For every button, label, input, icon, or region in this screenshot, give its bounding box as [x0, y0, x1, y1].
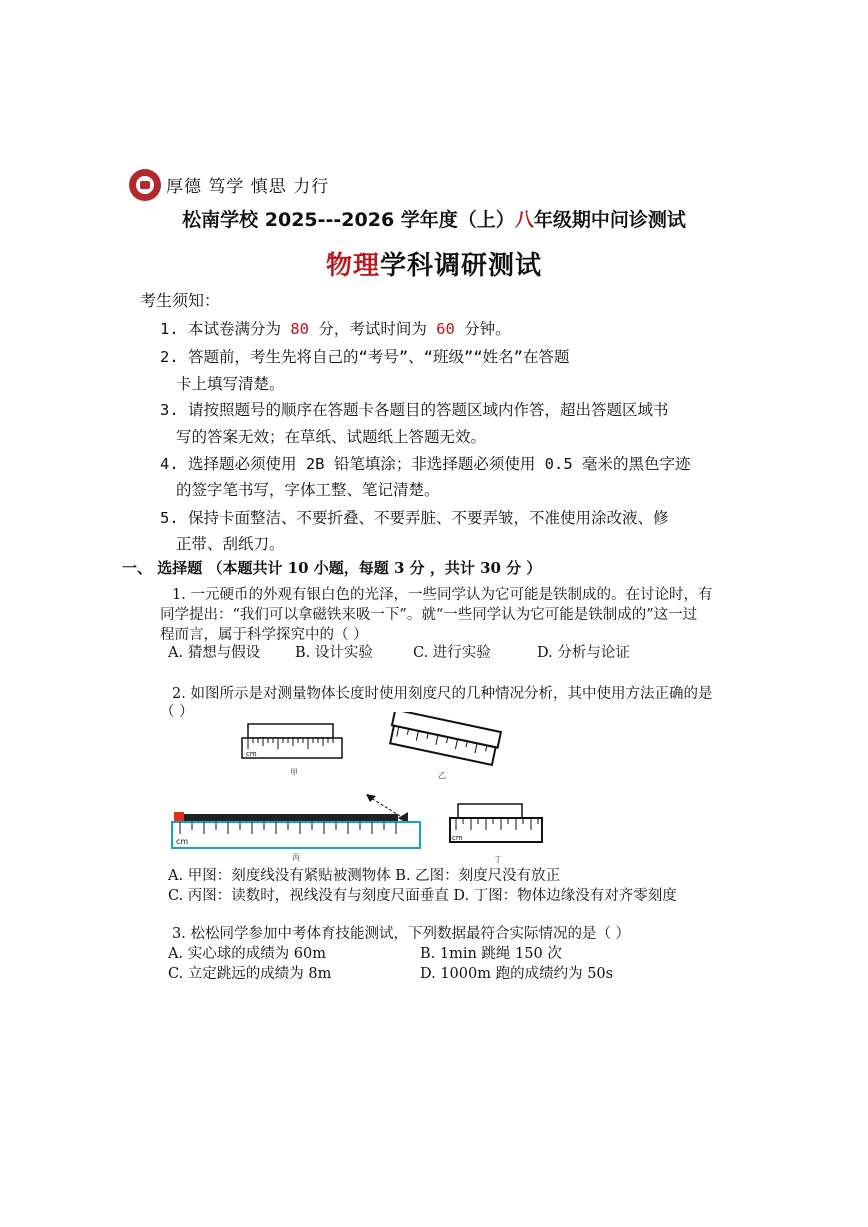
- notice-item-1: [160, 317, 511, 339]
- school-title-part-b: 年级期中问诊测试: [533, 209, 686, 231]
- notice-item-5-line-1: 5. 保持卡面整洁、不要折叠、不要弄脏、不要弄皱，不准使用涂改液、修: [160, 509, 669, 527]
- figure-jia-label: 甲: [290, 768, 298, 777]
- question-2-options-ab: A. 甲图：刻度线没有紧贴被测物体 B. 乙图：刻度尺没有放正: [168, 868, 561, 884]
- question-3-line-1: 3. 松松同学参加中考体育技能测试，下列数据最符合实际情况的是（ ）: [172, 926, 631, 942]
- notice-item-3-line-2: 写的答案无效；在草纸、试题纸上答题无效。: [176, 428, 487, 446]
- notice-item-2-line-1: 2. 答题前，考生先将自己的“考号”、“班级”“姓名”在答题: [160, 348, 570, 366]
- subject-name: 物理: [325, 251, 380, 281]
- figure-bing-label: 丙: [292, 853, 300, 862]
- notice-item-1-text-b: 分，考试时间为: [309, 320, 437, 338]
- question-2-options-cd: C. 丙图：读数时，视线没有与刻度尺面垂直 D. 丁图：物体边缘没有对齐零刻度: [168, 888, 677, 904]
- figure-yi-label: 乙: [438, 771, 446, 780]
- question-1-option-b: B. 设计实验: [295, 645, 373, 661]
- notice-item-1-text-a: 1. 本试卷满分为: [160, 320, 291, 338]
- notice-item-5-line-2: 正带、刮纸刀。: [176, 535, 285, 553]
- question-2-line-2: （ ）: [160, 704, 194, 720]
- school-logo-icon: [129, 169, 161, 201]
- question-1-line-1: 1. 一元硬币的外观有银白色的光泽，一些同学认为它可能是铁制成的。在讨论时，有: [172, 587, 713, 603]
- notice-item-1-text-c: 分钟。: [454, 320, 511, 338]
- figure-ding-ruler-unit: cm: [452, 834, 463, 842]
- figure-yi-ruler: [382, 712, 507, 782]
- figure-ding-ruler: [446, 800, 548, 864]
- exam-duration: 60: [436, 320, 455, 338]
- figure-bing-ruler: [168, 790, 426, 862]
- school-title-part-a: 松南学校 2025---2026 学年度（上）: [182, 209, 515, 231]
- question-1-option-d: D. 分析与论证: [537, 645, 630, 661]
- notice-item-3-line-1: 3. 请按照题号的顺序在答题卡各题目的答题区域内作答，超出答题区域书: [160, 401, 669, 419]
- notice-heading: 考生须知：: [140, 291, 221, 310]
- question-1-line-2: 同学提出：“我们可以拿磁铁来吸一下”。就“一些同学认为它可能是铁制成的”这一过: [160, 607, 698, 623]
- question-1-line-3: 程而言，属于科学探究中的（ ）: [160, 627, 368, 643]
- school-title-grade: 八: [514, 209, 534, 231]
- school-motto: 厚德 笃学 慎思 力行: [166, 177, 330, 197]
- question-1-option-a: A. 猜想与假设: [168, 645, 261, 661]
- subject-title: [0, 245, 868, 282]
- notice-item-4-line-1: 4. 选择题必须使用 2B 铅笔填涂；非选择题必须使用 0.5 毫米的黑色字迹: [160, 455, 691, 473]
- question-3-option-d: D. 1000m 跑的成绩约为 50s: [420, 966, 614, 982]
- figure-bing-ruler-unit: cm: [176, 837, 189, 846]
- question-3-option-b: B. 1min 跳绳 150 次: [420, 946, 562, 962]
- full-score: 80: [290, 320, 309, 338]
- question-3-option-a: A. 实心球的成绩为 60m: [168, 946, 326, 962]
- question-1-option-c: C. 进行实验: [413, 645, 491, 661]
- subject-title-rest: 学科调研测试: [380, 251, 543, 281]
- question-3-option-c: C. 立定跳远的成绩为 8m: [168, 966, 332, 982]
- notice-item-4-line-2: 的签字笔书写，字体工整、笔记清楚。: [176, 481, 440, 499]
- school-title: [0, 205, 868, 232]
- figure-jia-ruler: [238, 722, 348, 778]
- figure-ding-label: 丁: [494, 855, 502, 864]
- section-1-title: 一、 选择题 （本题共计 10 小题，每题 3 分 ，共计 30 分 ）: [122, 559, 542, 577]
- question-2-line-1: 2. 如图所示是对测量物体长度时使用刻度尺的几种情况分析，其中使用方法正确的是: [172, 686, 713, 702]
- notice-item-2-line-2: 卡上填写清楚。: [176, 375, 285, 393]
- figure-jia-ruler-unit: cm: [246, 750, 257, 758]
